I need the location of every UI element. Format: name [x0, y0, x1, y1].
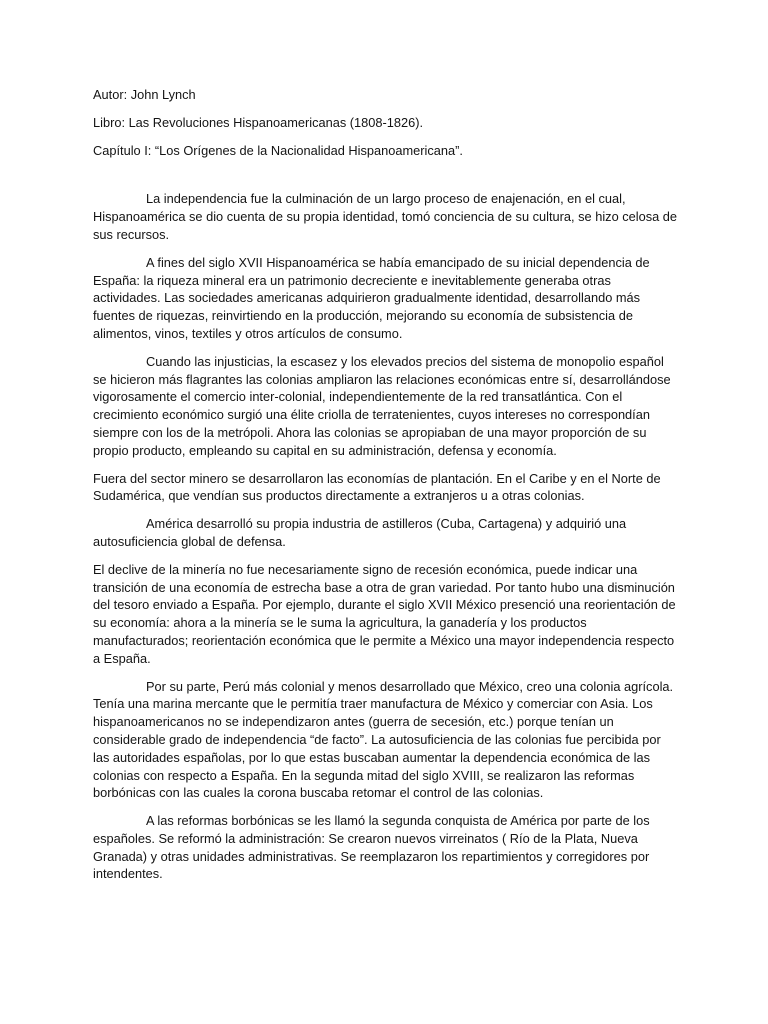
paragraph-7: Por su parte, Perú más colonial y menos desarrollado que México, creo una colonia agrícola. Tenía una marina mercante que le permitía traer manufactura de México y comerciar con Asia. Los hispanoamericanos no se independizaron antes (guerra de secesión, etc.) porque tenían un considerable grado de independencia “de facto”. La autosuficiencia de las colonias fue percibida por las autoridades españolas, por lo que estas buscaban aumentar la dependencia económica de las colonias con respecto a España. En la segunda mitad del siglo XVIII, se realizaron las reformas borbónicas con las cuales la corona buscaba retomar el control de las colonias. — [93, 678, 674, 801]
author-line: Autor: John Lynch — [93, 87, 196, 102]
document-header — [93, 86, 678, 159]
chapter-line: Capítulo I: “Los Orígenes de la Nacionalidad Hispanoamericana”. — [93, 142, 463, 158]
book-line: Libro: Las Revoluciones Hispanoamericanas (1808-1826). — [93, 114, 424, 130]
document-body — [93, 190, 678, 883]
paragraph-6: El declive de la minería no fue necesariamente signo de recesión económica, puede indicar una transición de una economía de estrecha base a otra de gran variedad. Por tanto hubo una disminución del tesoro enviado a España. Por ejemplo, durante el siglo XVII México presenció una reorientación de su economía: ahora a la minería se le suma la agricultura, la ganadería y los productos manufacturados; reorientación económica que le permite a México una mayor independencia respecto a España. — [93, 561, 676, 666]
paragraph-4: Fuera del sector minero se desarrollaron las economías de plantación. En el Caribe y en el Norte de Sudamérica, que vendían sus productos directamente a extranjeros u a otras colonias. — [93, 470, 661, 504]
paragraph-1: La independencia fue la culminación de un largo proceso de enajenación, en el cual, Hispanoamérica se dio cuenta de su propia identidad, tomó conciencia de su cultura, se hizo celosa de sus recursos. — [93, 191, 678, 242]
paragraph-5: América desarrolló su propia industria de astilleros (Cuba, Cartagena) y adquirió una autosuficiencia global de defensa. — [93, 516, 627, 549]
paragraph-3: Cuando las injusticias, la escasez y los elevados precios del sistema de monopolio español se hicieron más flagrantes las colonias ampliaron las relaciones económicas entre sí, desarrollándose vigorosamente el comercio inter-colonial, independientemente de la red transatlántica. Con el crecimiento económico surgió una élite criolla de terratenientes, cuyos intereses no correspondían siempre con los de la metrópoli. Ahora las colonias se apropiaban de una mayor proporción de su propio producto, empleando su capital en su administración, defensa y economía. — [93, 353, 671, 458]
paragraph-2: A fines del siglo XVII Hispanoamérica se había emancipado de su inicial dependencia de España: la riqueza mineral era un patrimonio decreciente e inevitablemente generaba otras actividades. Las sociedades americanas adquirieron gradualmente identidad, desarrollando más fuentes de riquezas, reinvirtiendo en la producción, mejorando su economía de subsistencia de alimentos, vinos, textiles y otros artículos de consumo. — [93, 254, 650, 341]
paragraph-8: A las reformas borbónicas se les llamó la segunda conquista de América por parte de los españoles. Se reformó la administración: Se crearon nuevos virreinatos ( Río de la Plata, Nueva Granada) y otras unidades administrativas. Se reemplazaron los repartimientos y corregidores por intendentes. — [93, 813, 650, 882]
